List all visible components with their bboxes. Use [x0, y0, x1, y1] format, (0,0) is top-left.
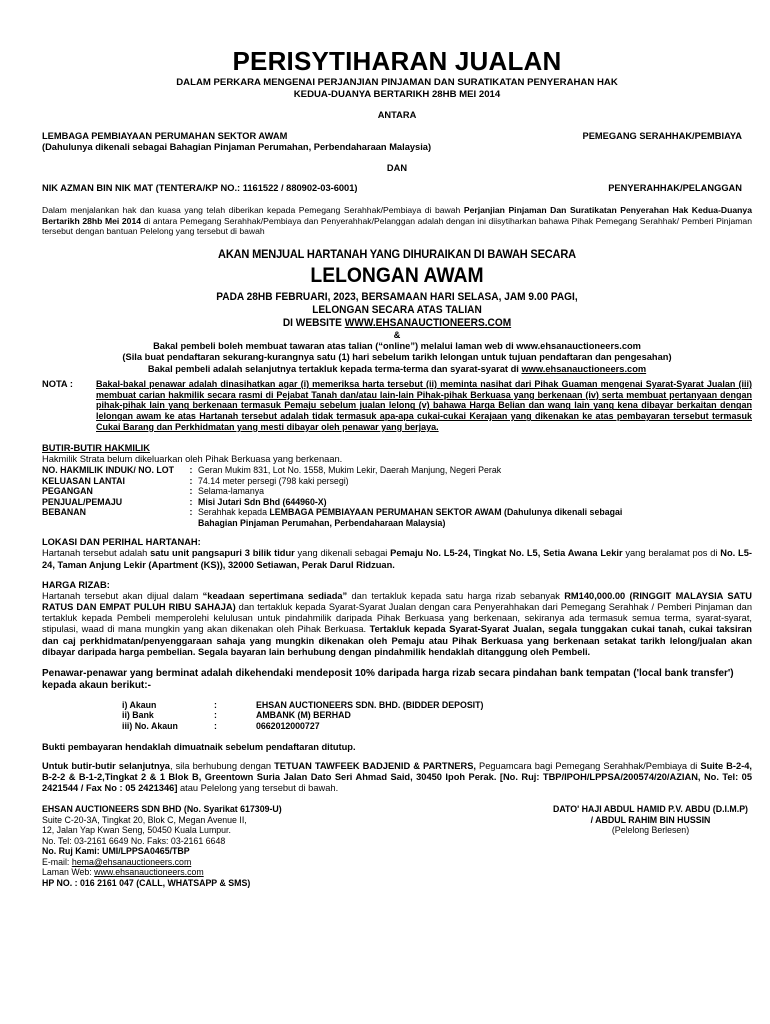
auction-date: PADA 28HB FEBRUARI, 2023, BERSAMAAN HARI SELASA, JAM 9.00 PAGI, — [216, 290, 578, 303]
dan-label: DAN — [386, 163, 408, 174]
web-prefix: Laman Web: — [42, 867, 95, 878]
auction-type: LELONGAN AWAM — [310, 264, 484, 288]
nota-text: Bakal-bakal penawar adalah dinasihatkan agar (i) memeriksa harta tersebut (ii) meminta nasihat dari Pihak Guaman mengenai Syarat-Syarat Jualan (iii) membuat carian hakmilik secara rasmi di Pejabat Tanah dan/atau lain-lain Pihak-pihak Berkuasa yang berkenaan (iv) serta membuat pertanyaan dengan pihak-pihak lain yang berkenaan termasuk Pemaju sebelum jualan lelong (v) bahawa Harga Belian dan wang lain yang kena dibayar berkaitan dengan lelongan awam ke atas Hartanah tersebut adalah tidak termasuk apa-apa cukai-cukai Kerajaan yang dikenakan ke atas pembayaran tersebut termasuk Cukai Barang dan Perkhidmatan yang mesti dibayar oleh penawar yang berjaya. — [96, 378, 752, 432]
beban-prefix: Serahhak kepada — [198, 507, 270, 518]
web-link[interactable]: www.ehsanauctioneers.com — [94, 867, 204, 878]
intro-paragraph — [42, 205, 752, 237]
document-title: PERISYTIHARAN JUALAN — [232, 46, 562, 76]
reserve-paragraph — [42, 591, 752, 658]
auctioneer-contact — [42, 804, 282, 888]
auctioneer-hp: HP NO. : 016 2161 047 (CALL, WHATSAPP & SMS) — [42, 877, 251, 888]
auction-heading: AKAN MENJUAL HARTANAH YANG DIHURAIKAN DI BAWAH SECARA — [218, 246, 576, 261]
res-text: Hartanah tersebut akan dijual dalam — [42, 590, 203, 601]
further-info-paragraph — [42, 761, 752, 794]
party-2-role: PENYERAHHAK/PELANGGAN — [608, 182, 742, 193]
title-details-note: Hakmilik Strata belum dikeluarkan oleh Pihak Berkuasa yang berkenaan. — [42, 453, 343, 464]
intro-text-2: di antara Pemegang Serahhak/Pembiaya dan Penyerahhak/Pelanggan adalah dengan ini diisytiharkan bahawa Pihak Pemegang Serahhak/ Pemberi Pinjaman tersebut dengan bantuan Pelelong yang tersebut di bawah — [42, 215, 752, 237]
title-detail-row: NO. HAKMILIK INDUK/ NO. LOT : Geran Mukim 831, Lot No. 1558, Mukim Lekir, Daerah Manjung, Negeri Perak — [42, 465, 638, 476]
document-header — [42, 48, 752, 121]
bank-row: ii) Bank : AMBANK (M) BERHAD — [122, 710, 483, 721]
detail-key: PENJUAL/PEMAJU — [42, 496, 123, 507]
bank-account-table — [122, 700, 483, 732]
party-1-role: PEMEGANG SERAHHAK/PEMBIAYA — [582, 131, 742, 142]
bank-value: AMBANK (M) BERHAD — [256, 710, 351, 721]
beban-value: LEMBAGA PEMBIAYAAN PERUMAHAN SEKTOR AWAM (Dahulunya dikenali sebagai Bahagian Pinjaman Perumahan, Perbendaharaan Malaysia) — [198, 507, 623, 528]
detail-key: KELUASAN LANTAI — [42, 475, 125, 486]
loc-bold: satu unit pangsapuri 3 bilik tidur — [150, 548, 295, 559]
res-bold: RM140,000.00 (RINGGIT MALAYSIA SATU RATUS DAN EMPAT PULUH RIBU SAHAJA) — [42, 590, 752, 613]
title-detail-row: BEBANAN : Serahhak kepada LEMBAGA PEMBIAYAAN PERUMAHAN SEKTOR AWAM (Dahulunya dikenali sebagai Bahagian Pinjaman Perumahan, Perbendaharaan Malaysia) — [42, 507, 623, 528]
email-link[interactable]: hema@ehsanauctioneers.com — [71, 856, 192, 867]
auctioneer-company: EHSAN AUCTIONEERS SDN BHD (No. Syarikat 617309-U) — [42, 804, 282, 815]
deposit-paragraph: Penawar-penawar yang berminat adalah dikehendaki mendeposit 10% daripada harga rizab secara pindahan bank tempatan ('local bank transfer') kepada akaun berikut:- — [42, 667, 734, 691]
signatory-block — [553, 804, 748, 836]
subtitle-line-1: DALAM PERKARA MENGENAI PERJANJIAN PINJAMAN DAN SURATIKATAN PENYERAHAN HAK — [176, 77, 618, 88]
bank-row: iii) No. Akaun : 0662012000727 — [122, 721, 483, 732]
nota-block — [42, 379, 752, 433]
proof-note: Bukti pembayaran hendaklah dimuatnaik sebelum pendaftaran ditutup. — [42, 741, 356, 752]
subtitle-line-2: KEDUA-DUANYA BERTARIKH 28HB MEI 2014 — [293, 88, 501, 100]
website-prefix: DI WEBSITE — [282, 316, 345, 329]
party-2 — [42, 183, 752, 194]
title-details-table — [42, 465, 638, 528]
ampersand: & — [393, 330, 401, 341]
auction-block — [42, 247, 752, 375]
bank-value: EHSAN AUCTIONEERS SDN. BHD. (BIDDER DEPOSIT) — [256, 699, 484, 710]
party-1-note: (Dahulunya dikenali sebagai Bahagian Pinjaman Perumahan, Perbendaharaan Malaysia) — [42, 142, 432, 153]
loc-text: Hartanah tersebut adalah — [42, 548, 151, 559]
detail-value: Geran Mukim 831, Lot No. 1558, Mukim Lekir, Daerah Manjung, Negeri Perak — [198, 465, 502, 476]
fi-bold: TETUAN TAWFEEK BADJENID & PARTNERS, — [274, 760, 476, 771]
auctioneer-reference: No. Ruj Kami: UMI/LPPSA0465/TBP — [42, 846, 190, 857]
location-heading: LOKASI DAN PERIHAL HARTANAH: — [42, 537, 201, 548]
reserve-heading: HARGA RIZAB: — [42, 579, 110, 590]
fi-bold: Untuk butir-butir selanjutnya — [42, 760, 170, 771]
title-detail-row: KELUASAN LANTAI : 74.14 meter persegi (798 kaki persegi) — [42, 476, 638, 487]
signatory-2: / ABDUL RAHIM BIN HUSSIN — [590, 814, 711, 825]
fi-text: Peguamcara bagi Pemegang Serahhak/Pembiaya di — [475, 760, 701, 771]
auctioneer-block — [42, 804, 752, 888]
bank-key: i) Akaun — [122, 699, 157, 710]
fi-bold: Suite B-2-4, B-2-2 & B-1-2,Tingkat 2 & 1 Blok B, Greentown Suria Jalan Dato Seri Ahmad Said, 30450 Ipoh Perak. [No. Ruj: TBP/IPOH/LPPSA/200574/20/AZIAN, No. Tel: 05 2421544 / Fax No : 05 2421346] — [42, 760, 752, 793]
title-detail-row: PENJUAL/PEMAJU : Misi Jutari Sdn Bhd (644960-X) — [42, 497, 638, 508]
bank-key: iii) No. Akaun — [122, 720, 178, 731]
res-bold: Tertakluk kepada Syarat-Syarat Jualan, segala tunggakan cukai tanah, cukai taksiran dan caj perkhidmatan/penyenggaraan sahaja yang mungkin dikenakan oleh Pemaju atau Pihak Berkuasa yang berkenaan setakat tarikh lelong/jualan akan dibayar daripada harga pembelian. Segala bayaran lain berhubung dengan pindahmilik hendaklah ditanggung oleh Pembeli. — [42, 624, 752, 657]
auctioneer-email-line — [42, 857, 282, 868]
detail-value: Misi Jutari Sdn Bhd (644960-X) — [198, 496, 327, 507]
detail-value: Selama-lamanya — [198, 486, 265, 497]
bid-line-2: (Sila buat pendaftaran sekurang-kurangnya satu (1) hari sebelum tarikh lelongan untuk tujuan pendaftaran dan pengesahan) — [122, 352, 672, 363]
sale-proclamation-document — [42, 48, 752, 889]
detail-value: 74.14 meter persegi (798 kaki persegi) — [198, 475, 349, 486]
loc-bold: No. L5-24, Taman Anjung Lekir (Apartment (KS)), 32000 Setiawan, Perak Darul Ridzuan. — [42, 548, 752, 570]
website-link[interactable]: WWW.EHSANAUCTIONEERS.COM — [344, 316, 512, 329]
bank-key: ii) Bank — [122, 710, 154, 721]
fi-text: atau Pelelong yang tersebut di bawah. — [177, 783, 339, 793]
auctioneer-web-line — [42, 867, 282, 878]
detail-key: PEGANGAN — [42, 486, 93, 497]
res-text: dan tertakluk kepada Syarat-Syarat Jualan dengan cara Penyerahhakan dari Pemegang Serahhak / Pemberi Pinjaman dan tertakluk kepada Pembeli memperolehi kelulusan untuk pindahmilik daripada Pihak Berkuasa yang berkenaan, sekiranya ada termasuk semua terma, syarat-syarat, stipulasi, waad di mana mungkin yang akan dikenakan oleh Pihak Berkuasa. — [42, 602, 752, 635]
signatory-1: DATO' HAJI ABDUL HAMID P.V. ABDU (D.I.M.P) — [553, 804, 748, 815]
party-1 — [42, 131, 752, 153]
signatory-role: (Pelelong Berlesen) — [611, 825, 690, 836]
loc-bold: Pemaju No. L5-24, Tingkat No. L5, Setia Awana Lekir — [390, 548, 623, 559]
auction-website-line — [70, 317, 723, 330]
party-1-name: LEMBAGA PEMBIAYAAN PERUMAHAN SEKTOR AWAM — [42, 131, 288, 142]
party-2-name: NIK AZMAN BIN NIK MAT (TENTERA/KP NO.: 1161522 / 880902-03-6001) — [42, 182, 358, 193]
title-details-heading: BUTIR-BUTIR HAKMILIK — [42, 442, 150, 453]
detail-key: NO. HAKMILIK INDUK/ NO. LOT — [42, 465, 174, 476]
bid-line-1: Bakal pembeli boleh membuat tawaran atas talian (“online”) melalui laman web di www.ehsanauctioneers.com — [153, 341, 641, 352]
intro-agreement: Perjanjian Pinjaman Dan Suratikatan Penyerahan Hak Kedua-Duanya Bertarikh 28hb Mei 2014 — [42, 204, 752, 226]
auctioneer-address-2: 12, Jalan Yap Kwan Seng, 50450 Kuala Lumpur. — [42, 825, 231, 836]
email-prefix: E-mail: — [42, 856, 72, 867]
loc-text: yang beralamat pos di — [622, 548, 721, 559]
nota-label: NOTA : — [42, 378, 73, 389]
location-paragraph — [42, 548, 752, 570]
bank-row: i) Akaun : EHSAN AUCTIONEERS SDN. BHD. (BIDDER DEPOSIT) — [122, 699, 484, 710]
loc-text: yang dikenali sebagai — [294, 548, 391, 559]
antara-label: ANTARA — [377, 110, 417, 120]
bid-line-3 — [42, 364, 752, 375]
auctioneer-phone: No. Tel: 03-2161 6649 No. Faks: 03-2161 6648 — [42, 835, 226, 846]
res-text: dan tertakluk kepada satu harga rizab sebanyak — [347, 590, 565, 601]
auction-online: LELONGAN SECARA ATAS TALIAN — [312, 303, 482, 316]
res-bold: “keadaan sepertimana sediada” — [202, 590, 348, 601]
detail-key: BEBANAN — [42, 507, 86, 518]
auctioneer-address-1: Suite C-20-3A, Tingkat 20, Blok C, Megan Avenue II, — [42, 814, 247, 825]
title-detail-row: PEGANGAN : Selama-lamanya — [42, 486, 638, 497]
bid-line-3-text: Bakal pembeli adalah selanjutnya tertakluk kepada terma-terma dan syarat-syarat di — [147, 363, 522, 374]
fi-text: , sila berhubung dengan — [169, 760, 275, 771]
bank-value: 0662012000727 — [256, 720, 320, 731]
intro-text-1: Dalam menjalankan hak dan kuasa yang telah diberikan kepada Pemegang Serahhak/Pembiaya di bawah — [42, 204, 464, 215]
terms-link[interactable]: www.ehsanauctioneers.com — [521, 363, 647, 374]
